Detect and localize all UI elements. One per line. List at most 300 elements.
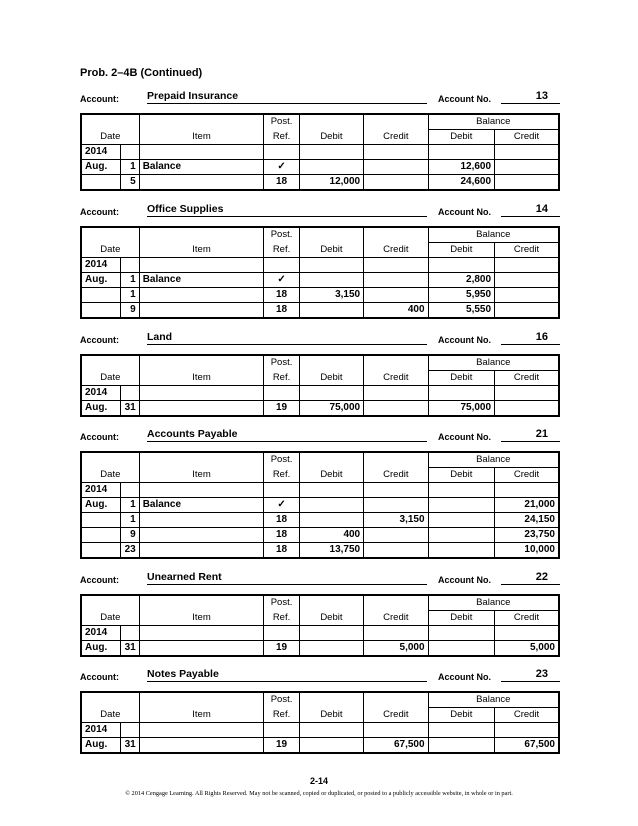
header-row-top (81, 452, 559, 468)
cell-debit (299, 145, 363, 160)
cell-month: Aug. (81, 738, 120, 754)
cell-debit (299, 160, 363, 175)
account-no-label: Account No. (438, 672, 491, 682)
cell-ref: 18 (264, 543, 299, 559)
table-row (81, 543, 559, 559)
account-label: Account: (80, 432, 119, 442)
cell-debit (299, 641, 363, 657)
header-cell (299, 452, 363, 468)
table-row (81, 145, 559, 160)
cell-ref: 18 (264, 513, 299, 528)
account-no-label: Account No. (438, 432, 491, 442)
account-header (80, 331, 560, 347)
cell-ref (264, 723, 299, 738)
cell-bal-credit (495, 145, 559, 160)
cell-day (120, 626, 139, 641)
date-header: Date (81, 243, 139, 258)
cell-month: 2014 (81, 145, 120, 160)
account-header (80, 668, 560, 684)
cell-day: 1 (120, 513, 139, 528)
cell-item (139, 483, 264, 498)
header-cell (364, 692, 428, 708)
cell-bal-credit (495, 288, 559, 303)
cell-day (120, 145, 139, 160)
header-cell (81, 452, 139, 468)
ledger-table (80, 594, 560, 657)
balance-credit-header: Credit (495, 611, 559, 626)
account-name-line (147, 331, 427, 345)
cell-bal-debit (428, 626, 495, 641)
account-label: Account: (80, 335, 119, 345)
cell-day: 9 (120, 303, 139, 319)
item-header: Item (139, 468, 264, 483)
account-name: Land (147, 331, 173, 343)
header-cell (364, 227, 428, 243)
account-label: Account: (80, 207, 119, 217)
cell-debit: 3,150 (299, 288, 363, 303)
account-number: 22 (535, 571, 548, 583)
cell-bal-credit: 21,000 (495, 498, 559, 513)
cell-credit: 5,000 (364, 641, 428, 657)
account-header (80, 90, 560, 106)
cell-month: Aug. (81, 641, 120, 657)
cell-item (139, 303, 264, 319)
header-cell (81, 692, 139, 708)
table-row (81, 401, 559, 417)
balance-debit-header: Debit (428, 708, 495, 723)
cell-ref: 18 (264, 288, 299, 303)
cell-debit (299, 386, 363, 401)
cell-day: 31 (120, 401, 139, 417)
cell-day: 1 (120, 498, 139, 513)
account-name-line (147, 203, 427, 217)
header-row (81, 708, 559, 723)
header-row (81, 130, 559, 145)
cell-ref: ✓ (264, 498, 299, 513)
cell-credit (364, 160, 428, 175)
cell-month (81, 543, 120, 559)
cell-month: Aug. (81, 498, 120, 513)
cell-bal-credit: 10,000 (495, 543, 559, 559)
account-header (80, 428, 560, 444)
cell-item: Balance (139, 273, 264, 288)
header-cell (81, 114, 139, 130)
cell-day: 1 (120, 273, 139, 288)
header-cell (139, 452, 264, 468)
header-cell (299, 114, 363, 130)
cell-credit (364, 273, 428, 288)
copyright-notice: © 2014 Cengage Learning. All Rights Reserved. May not be scanned, copied or duplicated, or posted to a publicly accessible website, in whole or in part. (125, 790, 513, 797)
cell-bal-debit: 2,800 (428, 273, 495, 288)
ref-header: Ref. (264, 130, 299, 145)
ledger-table (80, 354, 560, 417)
item-header: Item (139, 371, 264, 386)
balance-credit-header: Credit (495, 371, 559, 386)
cell-debit (299, 498, 363, 513)
ledger-table (80, 113, 560, 191)
cell-bal-credit (495, 483, 559, 498)
cell-ref: 19 (264, 641, 299, 657)
account-name-line (147, 90, 427, 104)
header-cell (364, 595, 428, 611)
cell-day: 23 (120, 543, 139, 559)
account-no-label: Account No. (438, 94, 491, 104)
table-row (81, 641, 559, 657)
cell-item (139, 288, 264, 303)
item-header: Item (139, 130, 264, 145)
cell-ref: 18 (264, 303, 299, 319)
item-header: Item (139, 611, 264, 626)
cell-item (139, 723, 264, 738)
post-header: Post. (264, 452, 299, 468)
account-name-line (147, 428, 427, 442)
cell-credit (364, 483, 428, 498)
balance-credit-header: Credit (495, 468, 559, 483)
balance-debit-header: Debit (428, 371, 495, 386)
cell-credit (364, 386, 428, 401)
header-cell (139, 355, 264, 371)
table-row (81, 258, 559, 273)
cell-bal-debit: 5,550 (428, 303, 495, 319)
cell-credit (364, 401, 428, 417)
account-no-line (501, 90, 560, 104)
cell-bal-debit: 5,950 (428, 288, 495, 303)
table-row (81, 288, 559, 303)
credit-header: Credit (364, 611, 428, 626)
date-header: Date (81, 708, 139, 723)
cell-ref (264, 258, 299, 273)
cell-debit: 400 (299, 528, 363, 543)
cell-month: Aug. (81, 160, 120, 175)
header-cell (299, 692, 363, 708)
balance-header: Balance (428, 227, 559, 243)
table-row (81, 513, 559, 528)
debit-header: Debit (299, 243, 363, 258)
balance-debit-header: Debit (428, 243, 495, 258)
cell-day (120, 258, 139, 273)
cell-day: 5 (120, 175, 139, 191)
cell-month (81, 528, 120, 543)
cell-bal-debit (428, 528, 495, 543)
balance-header: Balance (428, 452, 559, 468)
table-row (81, 175, 559, 191)
date-header: Date (81, 130, 139, 145)
cell-bal-debit: 12,600 (428, 160, 495, 175)
debit-header: Debit (299, 468, 363, 483)
date-header: Date (81, 611, 139, 626)
cell-ref: 19 (264, 738, 299, 754)
balance-header: Balance (428, 355, 559, 371)
header-cell (139, 595, 264, 611)
credit-header: Credit (364, 371, 428, 386)
cell-debit (299, 626, 363, 641)
cell-bal-credit: 67,500 (495, 738, 559, 754)
cell-credit (364, 498, 428, 513)
cell-month: Aug. (81, 273, 120, 288)
cell-day: 1 (120, 160, 139, 175)
header-row (81, 243, 559, 258)
post-header: Post. (264, 227, 299, 243)
cell-credit: 3,150 (364, 513, 428, 528)
cell-bal-credit (495, 273, 559, 288)
cell-month: Aug. (81, 401, 120, 417)
cell-item: Balance (139, 498, 264, 513)
cell-debit (299, 273, 363, 288)
account-no-label: Account No. (438, 335, 491, 345)
cell-ref: 18 (264, 528, 299, 543)
ref-header: Ref. (264, 243, 299, 258)
table-row (81, 160, 559, 175)
cell-bal-debit (428, 483, 495, 498)
cell-bal-debit: 24,600 (428, 175, 495, 191)
cell-debit (299, 303, 363, 319)
table-row (81, 626, 559, 641)
header-row (81, 611, 559, 626)
table-row (81, 528, 559, 543)
page-number: 2-14 (309, 776, 328, 786)
cell-item (139, 543, 264, 559)
cell-item: Balance (139, 160, 264, 175)
cell-debit: 13,750 (299, 543, 363, 559)
cell-bal-credit (495, 303, 559, 319)
header-cell (364, 114, 428, 130)
credit-header: Credit (364, 708, 428, 723)
balance-debit-header: Debit (428, 468, 495, 483)
account-number: 16 (535, 331, 548, 343)
ref-header: Ref. (264, 371, 299, 386)
date-header: Date (81, 468, 139, 483)
account-no-line (501, 331, 560, 345)
cell-credit (364, 175, 428, 191)
header-row-top (81, 355, 559, 371)
account-name: Notes Payable (147, 668, 219, 680)
account-name: Office Supplies (147, 203, 224, 215)
balance-header: Balance (428, 114, 559, 130)
header-cell (81, 227, 139, 243)
ref-header: Ref. (264, 468, 299, 483)
cell-item (139, 258, 264, 273)
cell-item (139, 386, 264, 401)
ledger-table (80, 691, 560, 754)
debit-header: Debit (299, 130, 363, 145)
table-row (81, 303, 559, 319)
cell-debit (299, 723, 363, 738)
account-label: Account: (80, 575, 119, 585)
account-name: Prepaid Insurance (147, 90, 239, 102)
cell-day (120, 386, 139, 401)
account-header (80, 203, 560, 219)
cell-bal-debit (428, 498, 495, 513)
header-cell (81, 595, 139, 611)
debit-header: Debit (299, 708, 363, 723)
cell-bal-credit (495, 258, 559, 273)
balance-debit-header: Debit (428, 130, 495, 145)
post-header: Post. (264, 595, 299, 611)
debit-header: Debit (299, 371, 363, 386)
account-name: Unearned Rent (147, 571, 222, 583)
cell-day (120, 723, 139, 738)
header-row (81, 371, 559, 386)
ledger-table (80, 226, 560, 319)
cell-month (81, 175, 120, 191)
balance-debit-header: Debit (428, 611, 495, 626)
cell-day: 9 (120, 528, 139, 543)
cell-bal-debit: 75,000 (428, 401, 495, 417)
header-row-top (81, 227, 559, 243)
cell-bal-debit (428, 145, 495, 160)
credit-header: Credit (364, 243, 428, 258)
cell-bal-credit: 23,750 (495, 528, 559, 543)
balance-credit-header: Credit (495, 243, 559, 258)
account-no-label: Account No. (438, 207, 491, 217)
header-row-top (81, 692, 559, 708)
cell-item (139, 513, 264, 528)
cell-month (81, 513, 120, 528)
table-row (81, 386, 559, 401)
cell-credit (364, 543, 428, 559)
cell-credit (364, 723, 428, 738)
cell-month (81, 303, 120, 319)
cell-ref: ✓ (264, 273, 299, 288)
table-row (81, 483, 559, 498)
cell-month: 2014 (81, 386, 120, 401)
cell-bal-debit (428, 513, 495, 528)
header-cell (299, 595, 363, 611)
cell-item (139, 528, 264, 543)
account-label: Account: (80, 672, 119, 682)
post-header: Post. (264, 355, 299, 371)
header-row-top (81, 114, 559, 130)
account-number: 14 (535, 203, 548, 215)
item-header: Item (139, 243, 264, 258)
ref-header: Ref. (264, 708, 299, 723)
cell-month: 2014 (81, 723, 120, 738)
cell-credit (364, 145, 428, 160)
cell-ref (264, 145, 299, 160)
balance-header: Balance (428, 595, 559, 611)
cell-bal-credit (495, 160, 559, 175)
cell-item (139, 738, 264, 754)
cell-bal-credit (495, 175, 559, 191)
cell-credit (364, 288, 428, 303)
credit-header: Credit (364, 130, 428, 145)
header-row-top (81, 595, 559, 611)
balance-credit-header: Credit (495, 708, 559, 723)
cell-month: 2014 (81, 483, 120, 498)
cell-day: 31 (120, 738, 139, 754)
balance-credit-header: Credit (495, 130, 559, 145)
cell-ref: 18 (264, 175, 299, 191)
account-name-line (147, 668, 427, 682)
cell-bal-debit (428, 386, 495, 401)
cell-item (139, 175, 264, 191)
post-header: Post. (264, 114, 299, 130)
cell-credit: 400 (364, 303, 428, 319)
account-no-line (501, 668, 560, 682)
cell-credit (364, 626, 428, 641)
debit-header: Debit (299, 611, 363, 626)
cell-month: 2014 (81, 258, 120, 273)
account-name-line (147, 571, 427, 585)
header-cell (139, 114, 264, 130)
account-number: 23 (535, 668, 548, 680)
cell-day: 31 (120, 641, 139, 657)
cell-debit (299, 483, 363, 498)
cell-credit (364, 258, 428, 273)
cell-day (120, 483, 139, 498)
cell-debit: 12,000 (299, 175, 363, 191)
cell-ref: 19 (264, 401, 299, 417)
date-header: Date (81, 371, 139, 386)
account-label: Account: (80, 94, 119, 104)
account-number: 13 (535, 90, 548, 102)
table-row (81, 273, 559, 288)
item-header: Item (139, 708, 264, 723)
cell-ref: ✓ (264, 160, 299, 175)
cell-ref (264, 483, 299, 498)
header-cell (139, 227, 264, 243)
cell-bal-debit (428, 258, 495, 273)
account-no-label: Account No. (438, 575, 491, 585)
cell-bal-credit (495, 401, 559, 417)
cell-bal-debit (428, 543, 495, 559)
account-name: Accounts Payable (147, 428, 238, 440)
cell-item (139, 145, 264, 160)
cell-bal-credit: 24,150 (495, 513, 559, 528)
cell-bal-credit (495, 723, 559, 738)
cell-ref (264, 626, 299, 641)
table-row (81, 738, 559, 754)
cell-day: 1 (120, 288, 139, 303)
cell-item (139, 401, 264, 417)
cell-debit: 75,000 (299, 401, 363, 417)
table-row (81, 723, 559, 738)
credit-header: Credit (364, 468, 428, 483)
cell-bal-debit (428, 738, 495, 754)
account-no-line (501, 428, 560, 442)
balance-header: Balance (428, 692, 559, 708)
cell-debit (299, 513, 363, 528)
account-header (80, 571, 560, 587)
header-cell (299, 227, 363, 243)
ref-header: Ref. (264, 611, 299, 626)
cell-bal-debit (428, 641, 495, 657)
cell-debit (299, 738, 363, 754)
cell-bal-credit (495, 386, 559, 401)
cell-ref (264, 386, 299, 401)
header-row (81, 468, 559, 483)
ledger-table (80, 451, 560, 559)
account-no-line (501, 203, 560, 217)
cell-bal-credit (495, 626, 559, 641)
header-cell (139, 692, 264, 708)
account-no-line (501, 571, 560, 585)
post-header: Post. (264, 692, 299, 708)
cell-month (81, 288, 120, 303)
account-number: 21 (535, 428, 548, 440)
cell-debit (299, 258, 363, 273)
cell-bal-debit (428, 723, 495, 738)
cell-item (139, 641, 264, 657)
cell-item (139, 626, 264, 641)
header-cell (81, 355, 139, 371)
cell-credit: 67,500 (364, 738, 428, 754)
header-cell (364, 355, 428, 371)
cell-credit (364, 528, 428, 543)
page-title: Prob. 2–4B (Continued) (80, 67, 203, 79)
cell-month: 2014 (81, 626, 120, 641)
header-cell (364, 452, 428, 468)
